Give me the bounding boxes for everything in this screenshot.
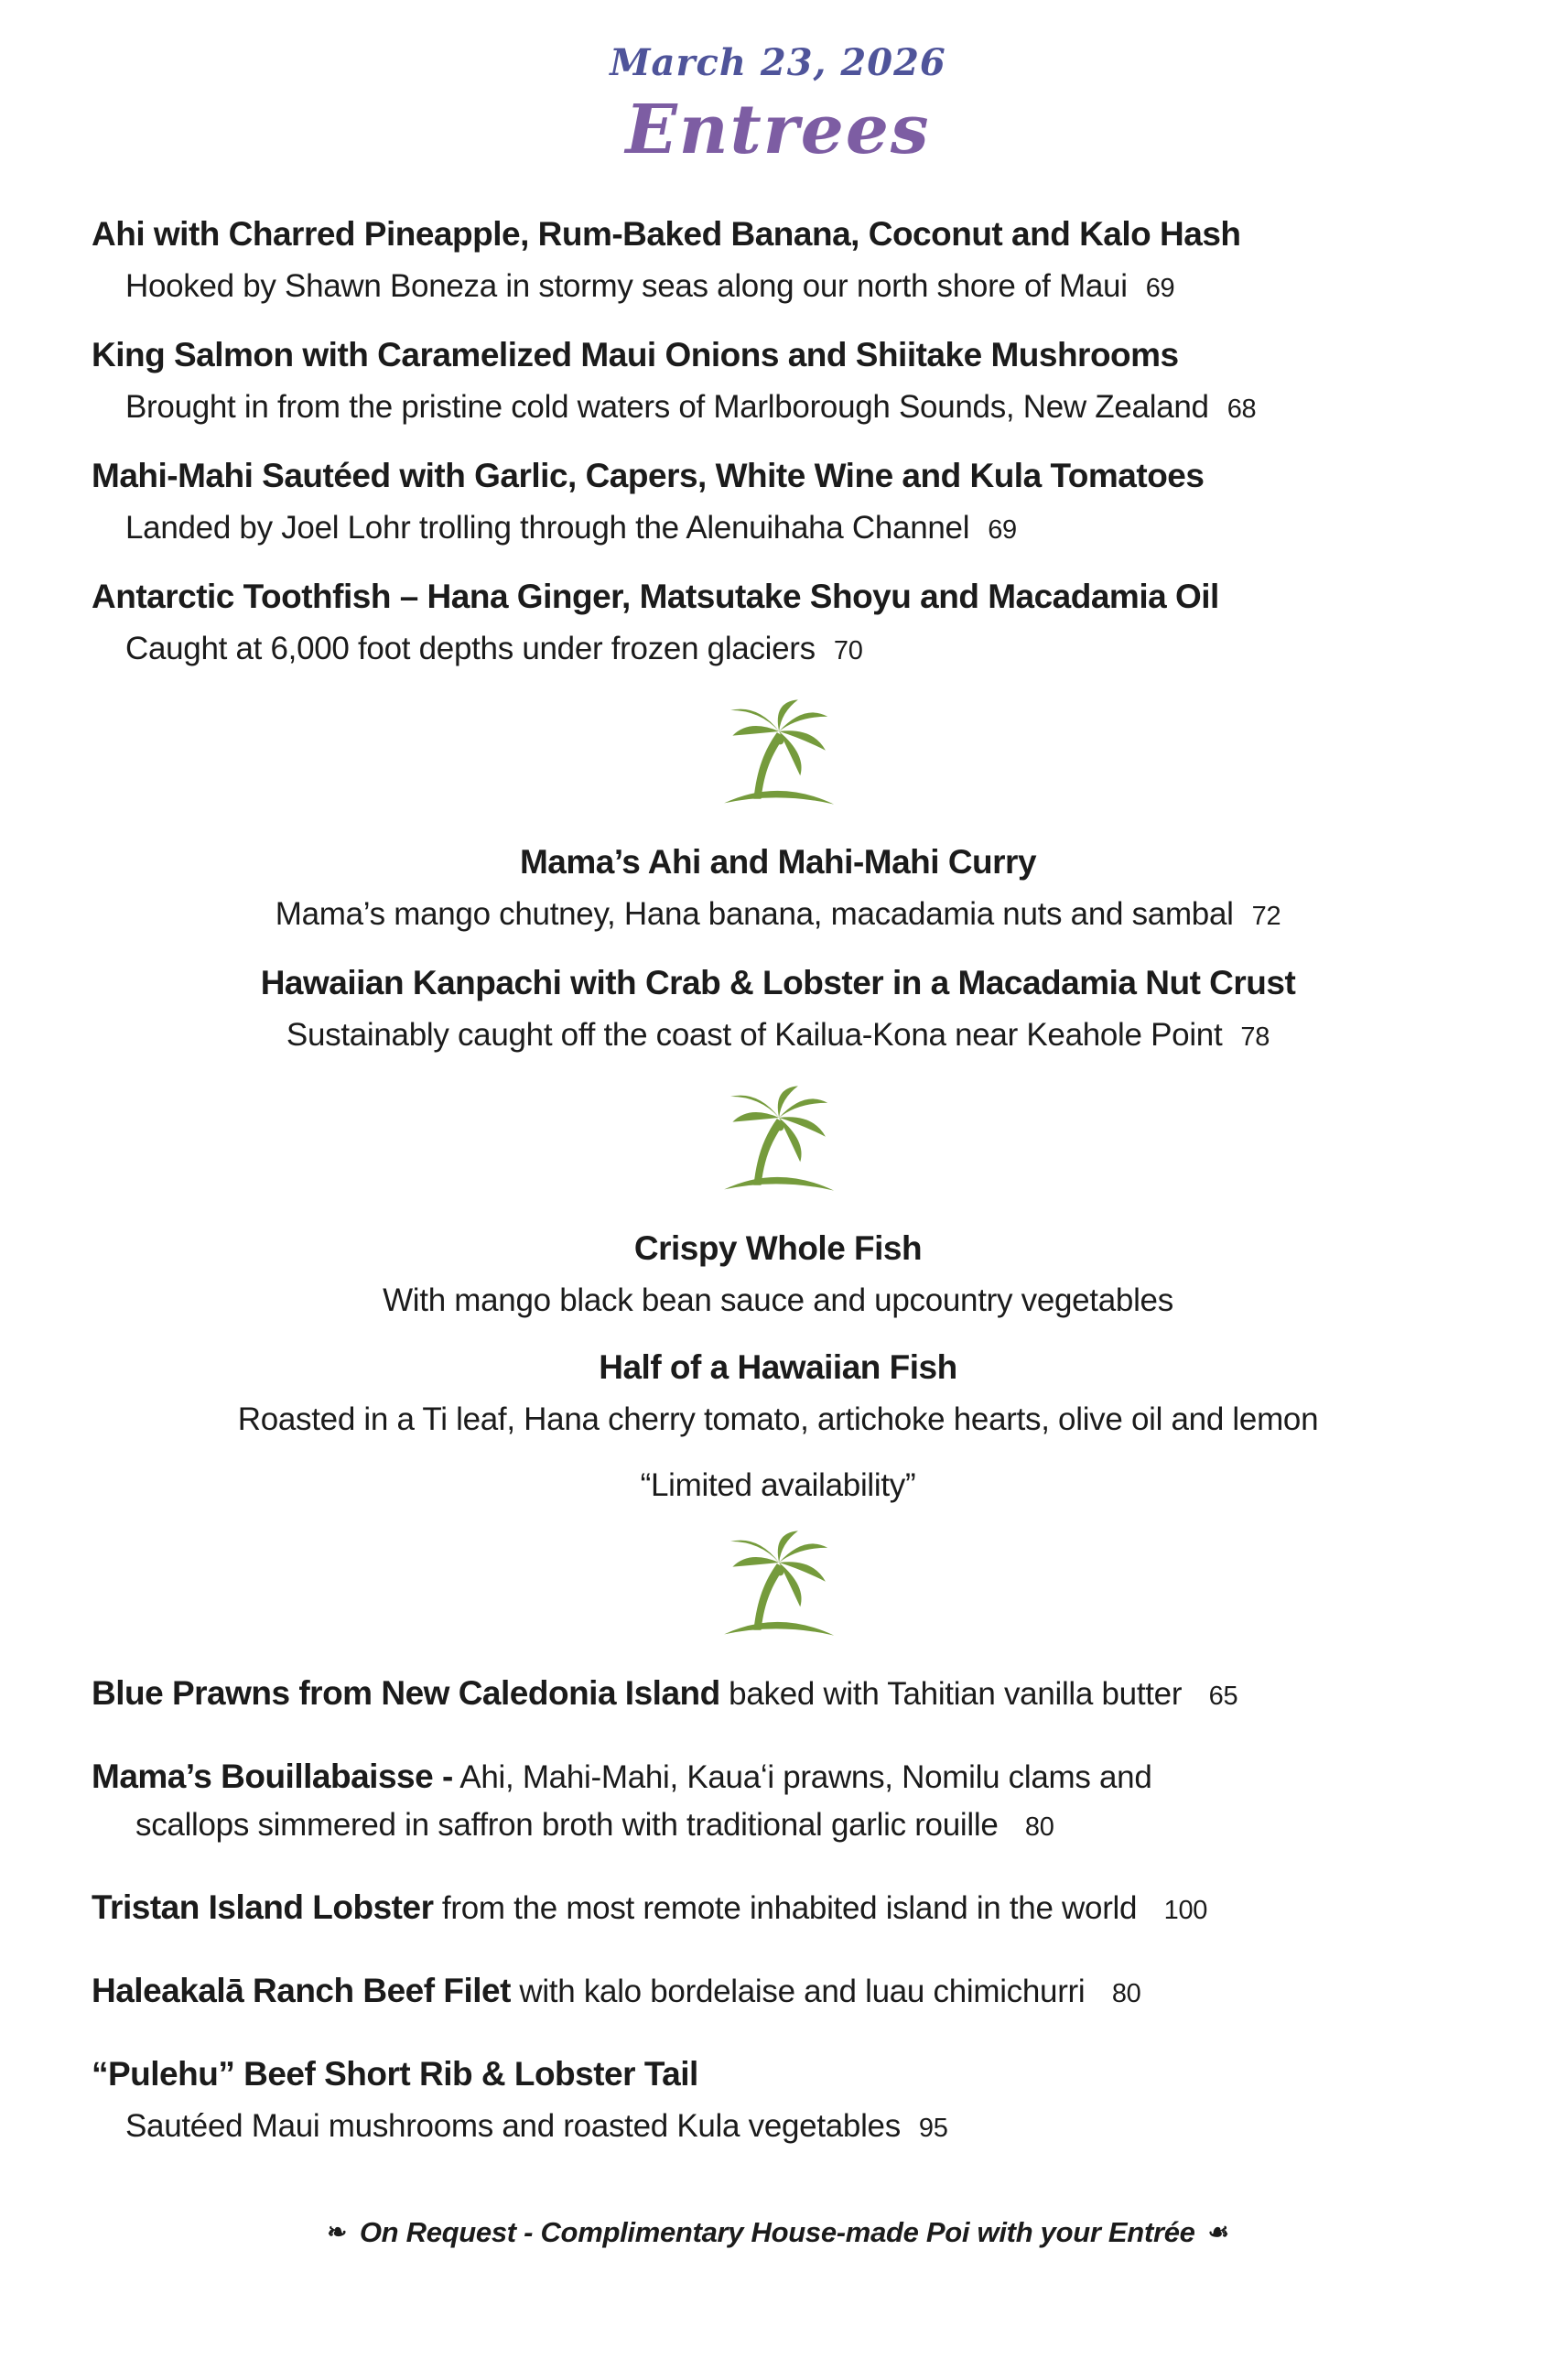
fleuron-left-icon: ❧ bbox=[327, 2218, 347, 2245]
item-price: 69 bbox=[988, 515, 1017, 545]
item-price: 80 bbox=[1024, 1812, 1054, 1842]
palm-divider bbox=[92, 1529, 1464, 1648]
palm-tree-icon bbox=[709, 698, 847, 814]
item-title: Ahi with Charred Pineapple, Rum-Baked Banana, Coconut and Kalo Hash bbox=[92, 215, 1241, 253]
item-desc-text: Caught at 6,000 foot depths under frozen glaciers bbox=[125, 631, 816, 666]
item-description bbox=[92, 388, 1464, 428]
item-title: Blue Prawns from New Caledonia Island bbox=[92, 1674, 720, 1712]
item-price: 68 bbox=[1226, 395, 1257, 424]
item-desc-text: with kalo bordelaise and luau chimichurri bbox=[519, 1974, 1086, 2009]
item-price: 80 bbox=[1111, 1979, 1141, 2008]
item-description bbox=[92, 2107, 1464, 2147]
item-price: 95 bbox=[918, 2114, 948, 2143]
item-description bbox=[92, 1401, 1464, 1439]
item-title: Antarctic Toothfish – Hana Ginger, Matsutake Shoyu and Macadamia Oil bbox=[92, 578, 1219, 615]
item-description bbox=[92, 509, 1464, 549]
item-line bbox=[92, 1805, 1464, 1847]
menu-item bbox=[92, 842, 1464, 936]
item-desc-text: Landed by Joel Lohr trolling through the Alenuihaha Channel bbox=[125, 510, 970, 546]
item-price: 78 bbox=[1240, 1022, 1270, 1052]
menu-item bbox=[92, 1757, 1464, 1847]
menu-date: March 23, 2026 bbox=[610, 41, 946, 84]
menu-item bbox=[92, 2054, 1464, 2147]
item-description bbox=[92, 630, 1464, 670]
item-desc-text: With mango black bean sauce and upcountry vegetables bbox=[383, 1282, 1173, 1318]
item-price: 70 bbox=[833, 636, 863, 665]
palm-tree-icon bbox=[709, 1529, 847, 1645]
item-desc-text: Hooked by Shawn Boneza in stormy seas along our north shore of Maui bbox=[125, 268, 1128, 304]
menu-item bbox=[92, 577, 1464, 670]
menu-item bbox=[92, 456, 1464, 549]
availability-note: “Limited availability” bbox=[640, 1467, 916, 1503]
item-desc-text: Sautéed Maui mushrooms and roasted Kula vegetables bbox=[125, 2108, 901, 2144]
palm-divider bbox=[92, 698, 1464, 817]
menu-item bbox=[92, 335, 1464, 428]
menu-item bbox=[92, 963, 1464, 1056]
menu-header bbox=[92, 42, 1464, 172]
item-description bbox=[92, 267, 1464, 308]
item-price: 65 bbox=[1208, 1682, 1238, 1711]
item-title: “Pulehu” Beef Short Rib & Lobster Tail bbox=[92, 2055, 698, 2093]
item-desc-text: scallops simmered in saffron broth with traditional garlic rouille bbox=[135, 1807, 999, 1843]
menu-item bbox=[92, 1228, 1464, 1320]
item-line bbox=[92, 1757, 1464, 1798]
item-description bbox=[92, 1282, 1464, 1320]
menu-item bbox=[92, 1971, 1464, 2014]
item-title: Hawaiian Kanpachi with Crab & Lobster in a Macadamia Nut Crust bbox=[260, 964, 1296, 1001]
item-desc-text: Brought in from the pristine cold waters of Marlborough Sounds, New Zealand bbox=[125, 389, 1209, 425]
item-price: 72 bbox=[1251, 902, 1281, 931]
item-desc-text: from the most remote inhabited island in the world bbox=[441, 1890, 1138, 1926]
item-title: Haleakalā Ranch Beef Filet bbox=[92, 1972, 511, 2009]
item-price: 69 bbox=[1145, 274, 1175, 303]
item-description bbox=[92, 895, 1464, 936]
item-title: Mama’s Ahi and Mahi-Mahi Curry bbox=[519, 843, 1037, 881]
menu-item bbox=[92, 1347, 1464, 1439]
menu-item bbox=[92, 1888, 1464, 1931]
footer-text: On Request - Complimentary House-made Poi with your Entrée bbox=[359, 2216, 1195, 2248]
palm-tree-icon bbox=[709, 1084, 847, 1200]
item-title: Mama’s Bouillabaisse - bbox=[92, 1758, 453, 1795]
item-title: Half of a Hawaiian Fish bbox=[599, 1348, 957, 1386]
item-desc-text: Mama’s mango chutney, Hana banana, macadamia nuts and sambal bbox=[275, 896, 1234, 932]
item-title: Mahi-Mahi Sautéed with Garlic, Capers, White Wine and Kula Tomatoes bbox=[92, 457, 1205, 494]
item-price: 100 bbox=[1163, 1896, 1208, 1925]
footer-note bbox=[92, 2216, 1464, 2249]
item-title: Crispy Whole Fish bbox=[633, 1229, 923, 1267]
item-desc-text: Roasted in a Ti leaf, Hana cherry tomato, artichoke hearts, olive oil and lemon bbox=[237, 1401, 1319, 1437]
page-title: Entrees bbox=[625, 91, 931, 169]
menu-body bbox=[92, 214, 1464, 2147]
item-description bbox=[92, 1016, 1464, 1056]
item-desc-text: baked with Tahitian vanilla butter bbox=[729, 1676, 1183, 1712]
item-title: Tristan Island Lobster bbox=[92, 1888, 434, 1926]
item-desc-text: Ahi, Mahi-Mahi, Kauaʻi prawns, Nomilu clams and bbox=[459, 1759, 1152, 1795]
menu-item bbox=[92, 214, 1464, 308]
item-desc-text: Sustainably caught off the coast of Kailua-Kona near Keahole Point bbox=[286, 1017, 1223, 1053]
palm-divider bbox=[92, 1084, 1464, 1203]
fleuron-right-icon: ☙ bbox=[1207, 2218, 1229, 2245]
item-title: King Salmon with Caramelized Maui Onions and Shiitake Mushrooms bbox=[92, 336, 1179, 373]
menu-item bbox=[92, 1673, 1464, 1716]
